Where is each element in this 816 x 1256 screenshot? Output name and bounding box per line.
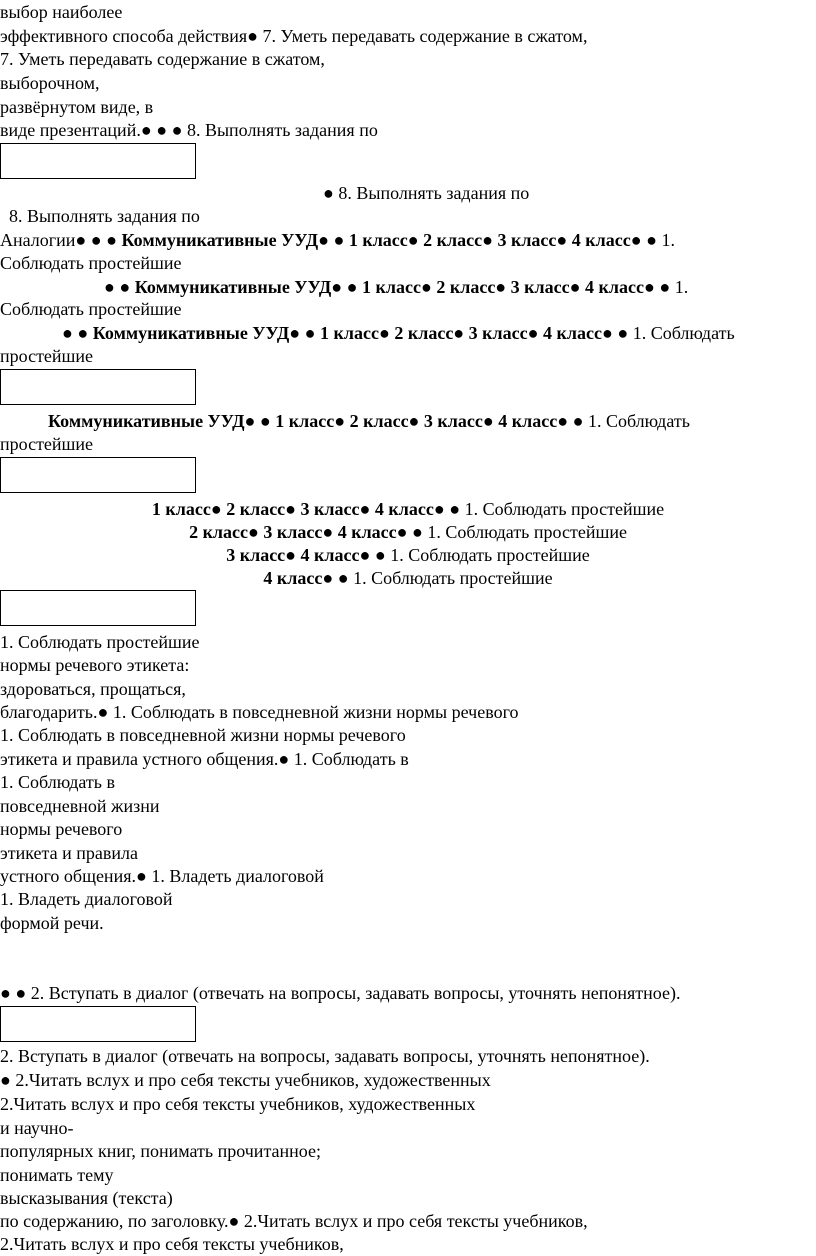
text-run: 1. Соблюдать (632, 323, 735, 343)
text-line: простейшие (0, 346, 94, 366)
empty-frame (0, 457, 196, 493)
text-run: 1. (661, 230, 675, 250)
text-line: выбор наиболее (0, 2, 123, 22)
empty-frame (0, 590, 196, 626)
text-line: ● 2.Читать вслух и про себя тексты учебников, художественных (0, 1070, 491, 1090)
text-line: ● 8. Выполнять задания по (323, 183, 530, 203)
text-run: 1. Соблюдать простейшие (427, 522, 627, 542)
text-run: ● ● (104, 277, 135, 297)
text-line: формой речи. (0, 913, 104, 933)
text-line: выборочном, (0, 73, 100, 93)
text-line: простейшие (0, 434, 94, 454)
text-run: 1. Соблюдать простейшие (353, 568, 553, 588)
text-run: 1. Соблюдать простейшие (464, 499, 665, 519)
text-run: Аналогии● ● ● (0, 230, 122, 250)
empty-frame (0, 1006, 196, 1042)
text-line: и научно- (0, 1118, 74, 1138)
text-line: ● ● 2. Вступать в диалог (отвечать на вопросы, задавать вопросы, уточнять непонятное). (0, 983, 681, 1003)
bold-heading-run: Коммуникативные УУД● ● 1 класс● 2 класс● 3 класс● 4 класс● ● (121, 230, 662, 250)
text-line: 2.Читать вслух и про себя тексты учебников, художественных (0, 1094, 476, 1114)
text-line: 7. Уметь передавать содержание в сжатом, (0, 49, 325, 69)
text-line: нормы речевого этикета: (0, 655, 190, 675)
bold-heading-run: 2 класс● 3 класс● 4 класс● ● (189, 522, 428, 542)
text-line: повседневной жизни (0, 796, 160, 816)
text-line: Соблюдать простейшие (0, 253, 182, 273)
empty-frame (0, 143, 196, 179)
text-line: здороваться, прощаться, (0, 679, 186, 699)
text-line: 8. Выполнять задания по (9, 206, 200, 226)
text-line: Соблюдать простейшие (0, 299, 182, 319)
text-run: 1. Соблюдать (587, 411, 690, 431)
text-line (104, 276, 688, 298)
text-line: эффективного способа действия● 7. Уметь передавать содержание в сжатом, (0, 26, 588, 46)
text-line: нормы речевого (0, 819, 123, 839)
text-line: 2. Вступать в диалог (отвечать на вопросы, задавать вопросы, уточнять непонятное). (0, 1046, 650, 1066)
text-run: 1. (674, 277, 689, 297)
text-line: популярных книг, понимать прочитанное; (0, 1141, 321, 1161)
text-line: 1. Соблюдать в (0, 772, 115, 792)
bold-heading-run: Коммуникативные УУД● ● 1 класс● 2 класс● 3 класс● 4 класс● ● (48, 411, 588, 431)
text-line: 1. Соблюдать простейшие (0, 632, 200, 652)
text-line: виде презентаций.● ● ● 8. Выполнять задания по (0, 120, 378, 140)
text-line: понимать тему (0, 1165, 114, 1185)
text-run: ● ● (62, 323, 93, 343)
text-line (0, 544, 816, 566)
text-line (0, 567, 816, 589)
text-line (0, 498, 816, 520)
text-line (62, 322, 735, 344)
bold-heading-run: 3 класс● 4 класс● ● (226, 545, 391, 565)
text-line (0, 521, 816, 543)
bold-heading-run: Коммуникативные УУД● ● 1 класс● 2 класс● 3 класс● 4 класс● ● (134, 277, 675, 297)
text-line: 1. Владеть диалоговой (0, 889, 173, 909)
bold-heading-run: Коммуникативные УУД● ● 1 класс● 2 класс● 3 класс● 4 класс● ● (92, 323, 633, 343)
text-run: 1. Соблюдать простейшие (390, 545, 590, 565)
empty-frame (0, 369, 196, 405)
text-line: высказывания (текста) (0, 1188, 173, 1208)
bold-heading-run: 1 класс● 2 класс● 3 класс● 4 класс● ● (151, 499, 465, 519)
text-line: развёрнутом виде, в (0, 97, 154, 117)
text-line: 1. Соблюдать в повседневной жизни нормы речевого (0, 725, 406, 745)
text-line: 2.Читать вслух и про себя тексты учебников, (0, 1234, 344, 1254)
text-line: по содержанию, по заголовку.● 2.Читать вслух и про себя тексты учебников, (0, 1211, 588, 1231)
text-line (0, 229, 675, 251)
text-line (48, 410, 690, 432)
text-line: устного общения.● 1. Владеть диалоговой (0, 866, 324, 886)
text-line: благодарить.● 1. Соблюдать в повседневной жизни нормы речевого (0, 702, 519, 722)
text-line: этикета и правила устного общения.● 1. Соблюдать в (0, 749, 409, 769)
bold-heading-run: 4 класс● ● (263, 568, 354, 588)
text-line: этикета и правила (0, 843, 138, 863)
